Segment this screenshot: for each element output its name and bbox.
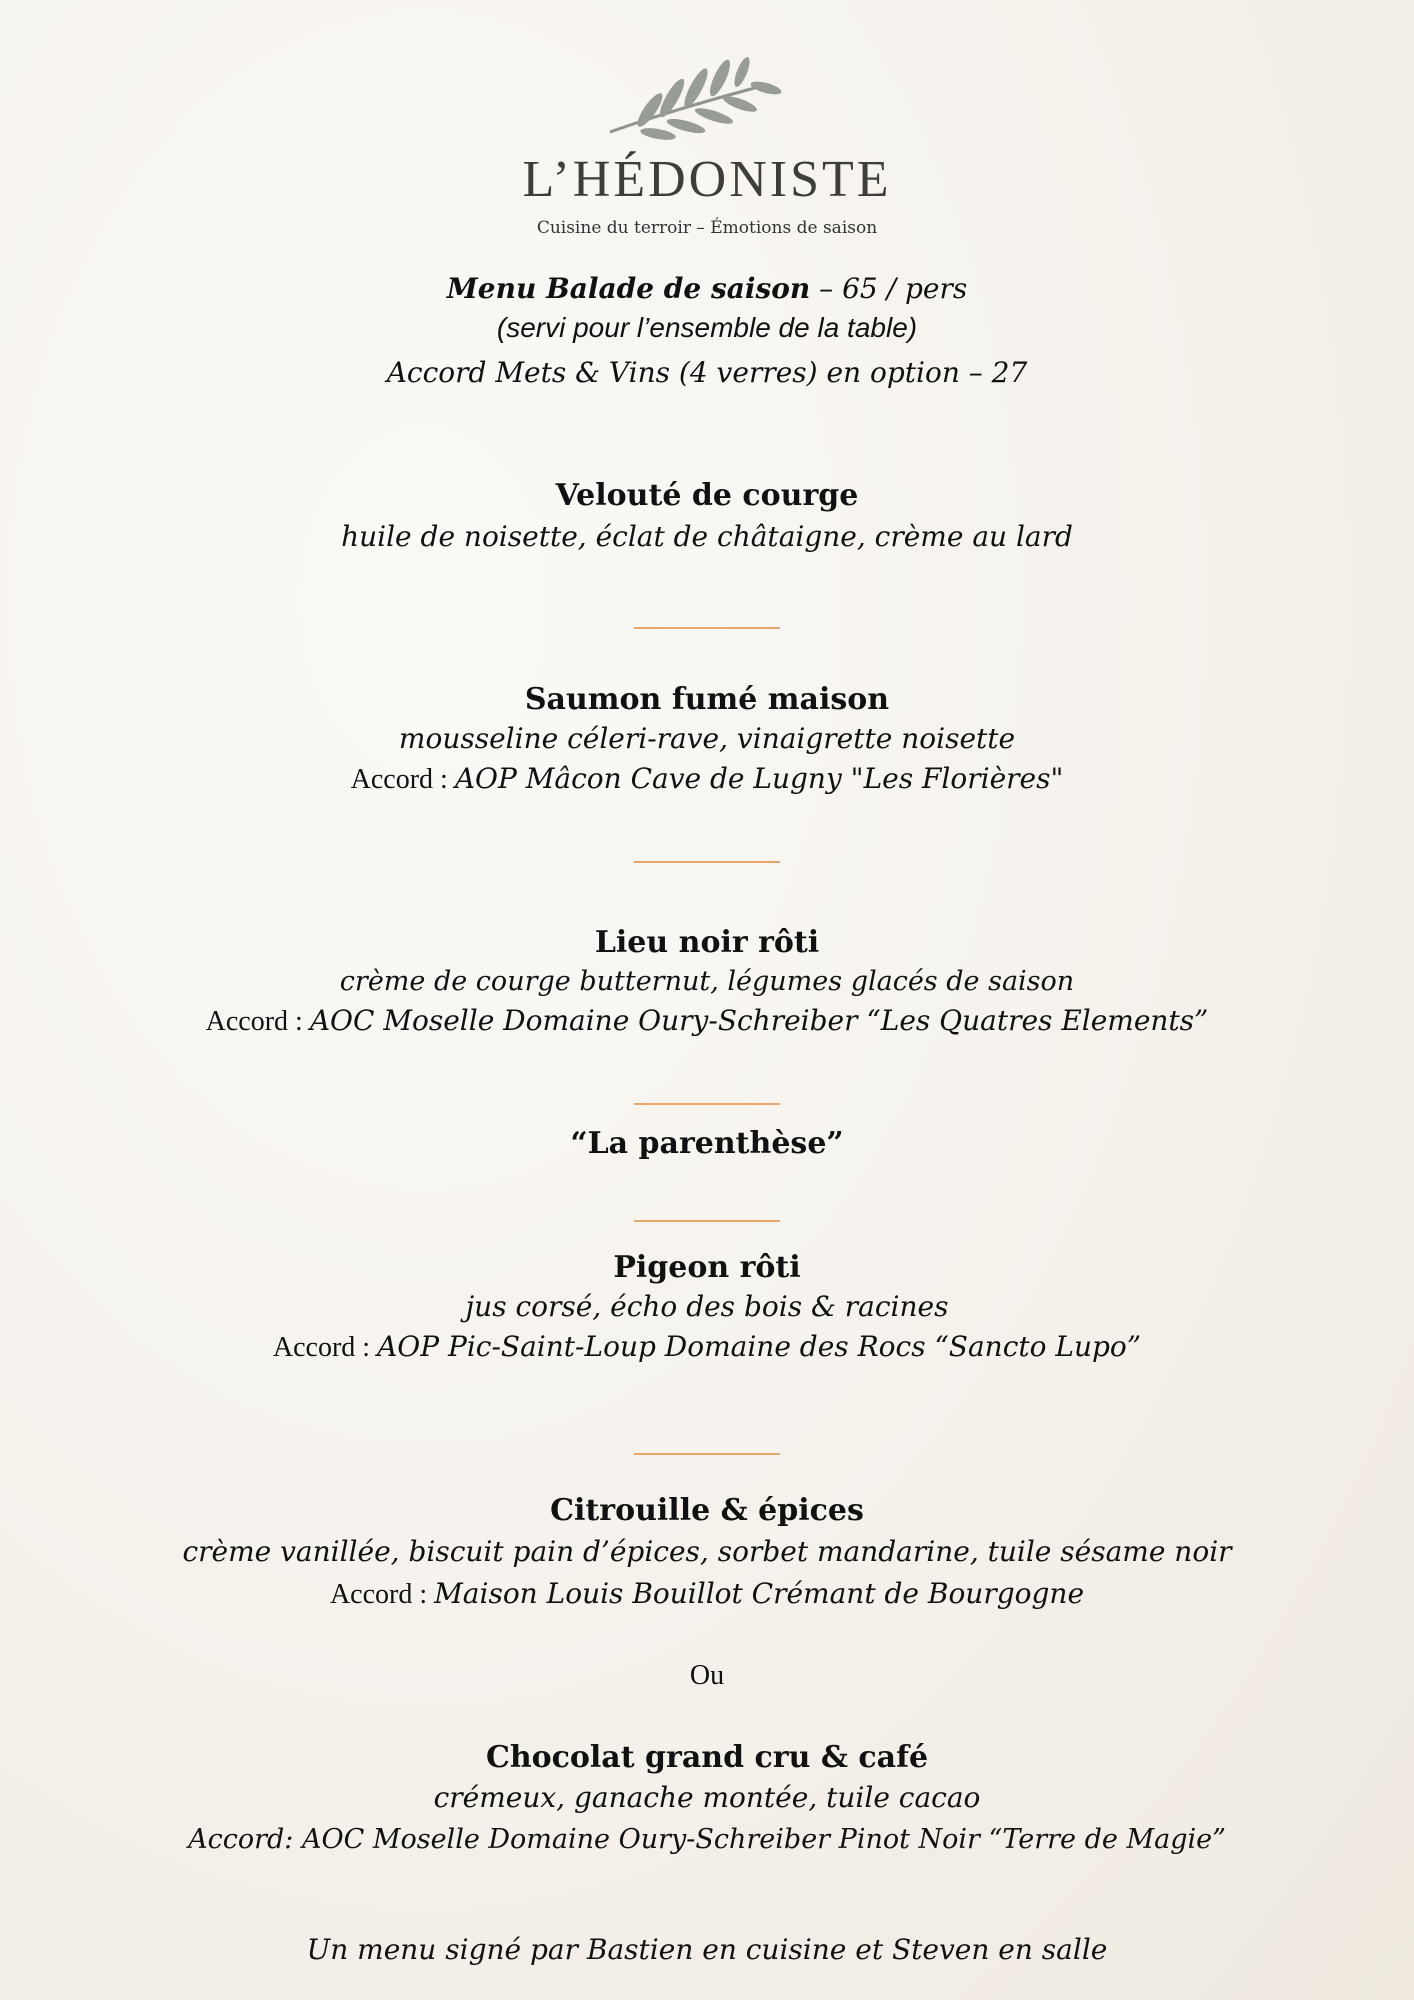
divider bbox=[634, 861, 780, 863]
dish-name: Saumon fumé maison bbox=[524, 682, 890, 717]
dish-description: crémeux, ganache montée, tuile cacao bbox=[433, 1781, 981, 1814]
divider bbox=[634, 1103, 780, 1105]
menu-title-line bbox=[0, 272, 1414, 305]
dish-description: crème vanillée, biscuit pain d’épices, sorbet mandarine, tuile sésame noir bbox=[182, 1535, 1232, 1568]
brand-name: L’HÉDONISTE bbox=[522, 151, 892, 208]
accord-wine: AOC Moselle Domaine Oury-Schreiber “Les Quatres Elements” bbox=[309, 1004, 1209, 1037]
divider bbox=[634, 1453, 780, 1455]
dish-description: jus corsé, écho des bois & racines bbox=[465, 1290, 949, 1323]
dish-accord bbox=[0, 1004, 1414, 1038]
dish-accord bbox=[0, 1330, 1414, 1364]
dish-description: huile de noisette, éclat de châtaigne, crème au lard bbox=[341, 520, 1073, 553]
dish-name: “La parenthèse” bbox=[570, 1126, 844, 1161]
pairing-option: Accord Mets & Vins (4 verres) en option – 27 bbox=[386, 356, 1028, 389]
or-text: Ou bbox=[689, 1660, 725, 1691]
footer-signature: Un menu signé par Bastien en cuisine et Steven en salle bbox=[306, 1933, 1108, 1966]
dish-description: mousseline céleri-rave, vinaigrette noisette bbox=[398, 722, 1016, 755]
dish-accord bbox=[0, 1577, 1414, 1611]
accord-label: Accord : bbox=[272, 1332, 378, 1363]
menu-price: – 65 / pers bbox=[810, 272, 968, 305]
brand-tagline: Cuisine du terroir – Émotions de saison bbox=[536, 218, 878, 238]
divider bbox=[634, 627, 780, 629]
accord-label: Accord : bbox=[329, 1579, 435, 1610]
dish-name: Chocolat grand cru & café bbox=[485, 1740, 929, 1775]
accord-wine: AOP Mâcon Cave de Lugny "Les Florières" bbox=[454, 762, 1064, 795]
dish-name: Pigeon rôti bbox=[613, 1250, 801, 1285]
accord-label: Accord : bbox=[205, 1006, 310, 1037]
divider bbox=[634, 1220, 780, 1222]
olive-branch-icon bbox=[602, 52, 782, 142]
served-note: (servi pour l’ensemble de la table) bbox=[496, 312, 918, 343]
dish-name: Velouté de courge bbox=[555, 478, 859, 513]
dish-description: crème de courge butternut, légumes glacés de saison bbox=[339, 966, 1075, 997]
dish-accord bbox=[0, 762, 1414, 796]
dish-name: Lieu noir rôti bbox=[594, 925, 820, 960]
accord-wine: Maison Louis Bouillot Crémant de Bourgogne bbox=[434, 1577, 1085, 1610]
menu-title: Menu Balade de saison bbox=[446, 272, 811, 305]
accord-label: Accord : bbox=[350, 764, 455, 795]
accord-wine: AOP Pic-Saint-Loup Domaine des Rocs “Sancto Lupo” bbox=[377, 1330, 1142, 1363]
dish-accord: Accord: AOC Moselle Domaine Oury-Schreiber Pinot Noir “Terre de Magie” bbox=[188, 1824, 1226, 1855]
dish-name: Citrouille & épices bbox=[550, 1493, 864, 1528]
